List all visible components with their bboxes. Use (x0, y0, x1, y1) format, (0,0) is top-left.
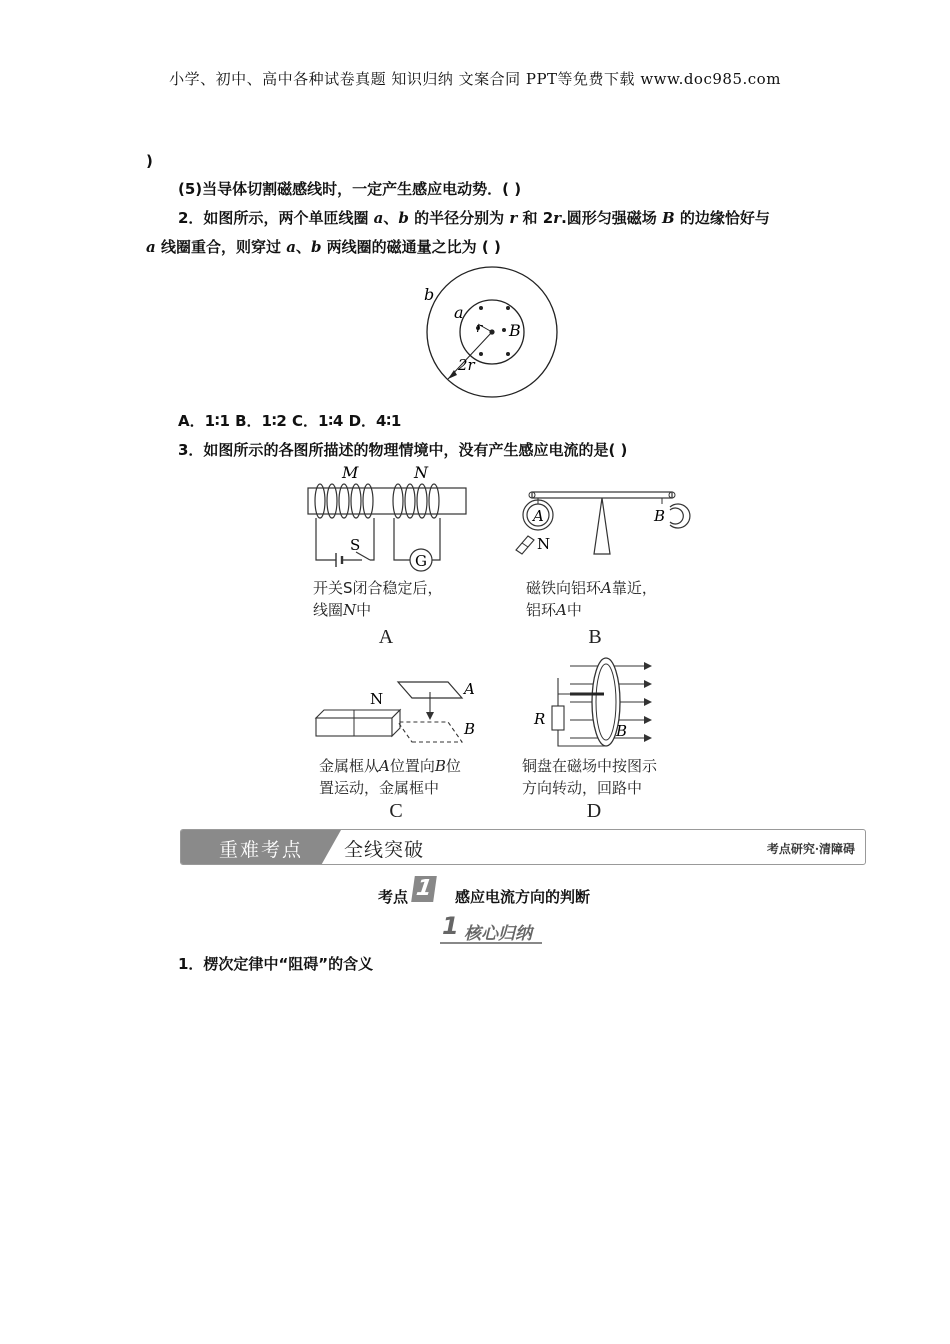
question-2-options: A．1∶1 B．1∶2 C．1∶4 D．4∶1 (178, 412, 402, 430)
label-N: N (414, 463, 428, 482)
resistor (552, 706, 564, 730)
label-ring-A: A (533, 507, 544, 525)
figure-a-caption: 开关S闭合稳定后， 线圈N中 (313, 579, 443, 619)
figure-d-disc (530, 654, 660, 754)
banner-middle-text: 全线突破 (344, 839, 425, 861)
figure-b-rings (512, 480, 692, 560)
pivot (594, 498, 610, 554)
core-summary-number: 1 (442, 912, 459, 940)
banner-left-text: 重难考点 (219, 839, 304, 861)
frame-position-b (398, 722, 462, 742)
figure-b-letter: B (588, 626, 602, 648)
beam (532, 492, 672, 498)
figure-a-coils (300, 460, 480, 575)
label-magnet-N: N (537, 535, 551, 553)
label-magnet-N: N (370, 690, 384, 708)
figure-c-caption: 金属框从A位置向B位 置运动，金属框中 (319, 757, 461, 797)
figure-b-caption: 磁铁向铝环A靠近， 铝环A中 (526, 579, 657, 619)
item-1-heading: 1．楞次定律中“阻碍”的含义 (178, 955, 374, 973)
label-a: a (454, 303, 464, 322)
figure-d-letter: D (586, 800, 602, 822)
section-banner (180, 829, 866, 865)
kaodian-title: 感应电流方向的判断 (455, 888, 591, 906)
core-summary-heading (440, 914, 542, 944)
label-field-B: B (616, 722, 628, 740)
label-pos-B: B (464, 720, 476, 738)
figure-c-frame (312, 676, 488, 748)
kaodian-number-badge: 1 (411, 876, 437, 902)
statement-5: (5)当导体切割磁感线时，一定产生感应电动势．( ) (178, 180, 522, 198)
core-summary-text: 核心归纳 (464, 924, 532, 944)
question-2-line-1: 2．如图所示，两个单匝线圈 a、b 的半径分别为 r 和 2r.圆形匀强磁场 B 的边缘恰好与 (178, 209, 770, 227)
coils-figure (418, 262, 568, 402)
banner-right-text: 考点研究·清障碍 (766, 842, 855, 856)
page-header: 小学、初中、高中各种试卷真题 知识归纳 文案合同 PPT等免费下载 www.doc985.com (169, 70, 781, 88)
label-2r: 2r (458, 356, 475, 374)
label-G: G (415, 552, 427, 570)
continuation-paren: ) (146, 152, 153, 170)
label-S: S (350, 536, 361, 554)
label-field-B: B (509, 321, 521, 340)
figure-c-letter: C (389, 800, 403, 822)
question-3-stem: 3．如图所示的各图所描述的物理情境中，没有产生感应电流的是( ) (178, 441, 628, 459)
figure-d-caption: 铜盘在磁场中按图示 方向转动，回路中 (522, 757, 658, 797)
label-M: M (342, 463, 359, 482)
question-2-line-2: a 线圈重合，则穿过 a、b 两线圈的磁通量之比为 ( ) (146, 238, 501, 256)
figure-a-letter: A (378, 626, 394, 648)
kaodian-heading (0, 876, 950, 906)
label-R: R (534, 710, 546, 728)
label-pos-A: A (464, 680, 475, 698)
label-ring-B: B (654, 507, 666, 525)
label-r: r (476, 321, 483, 336)
kaodian-prefix: 考点 (378, 888, 409, 906)
ring-b (670, 504, 690, 528)
iron-core (308, 488, 466, 514)
label-b: b (424, 285, 435, 304)
